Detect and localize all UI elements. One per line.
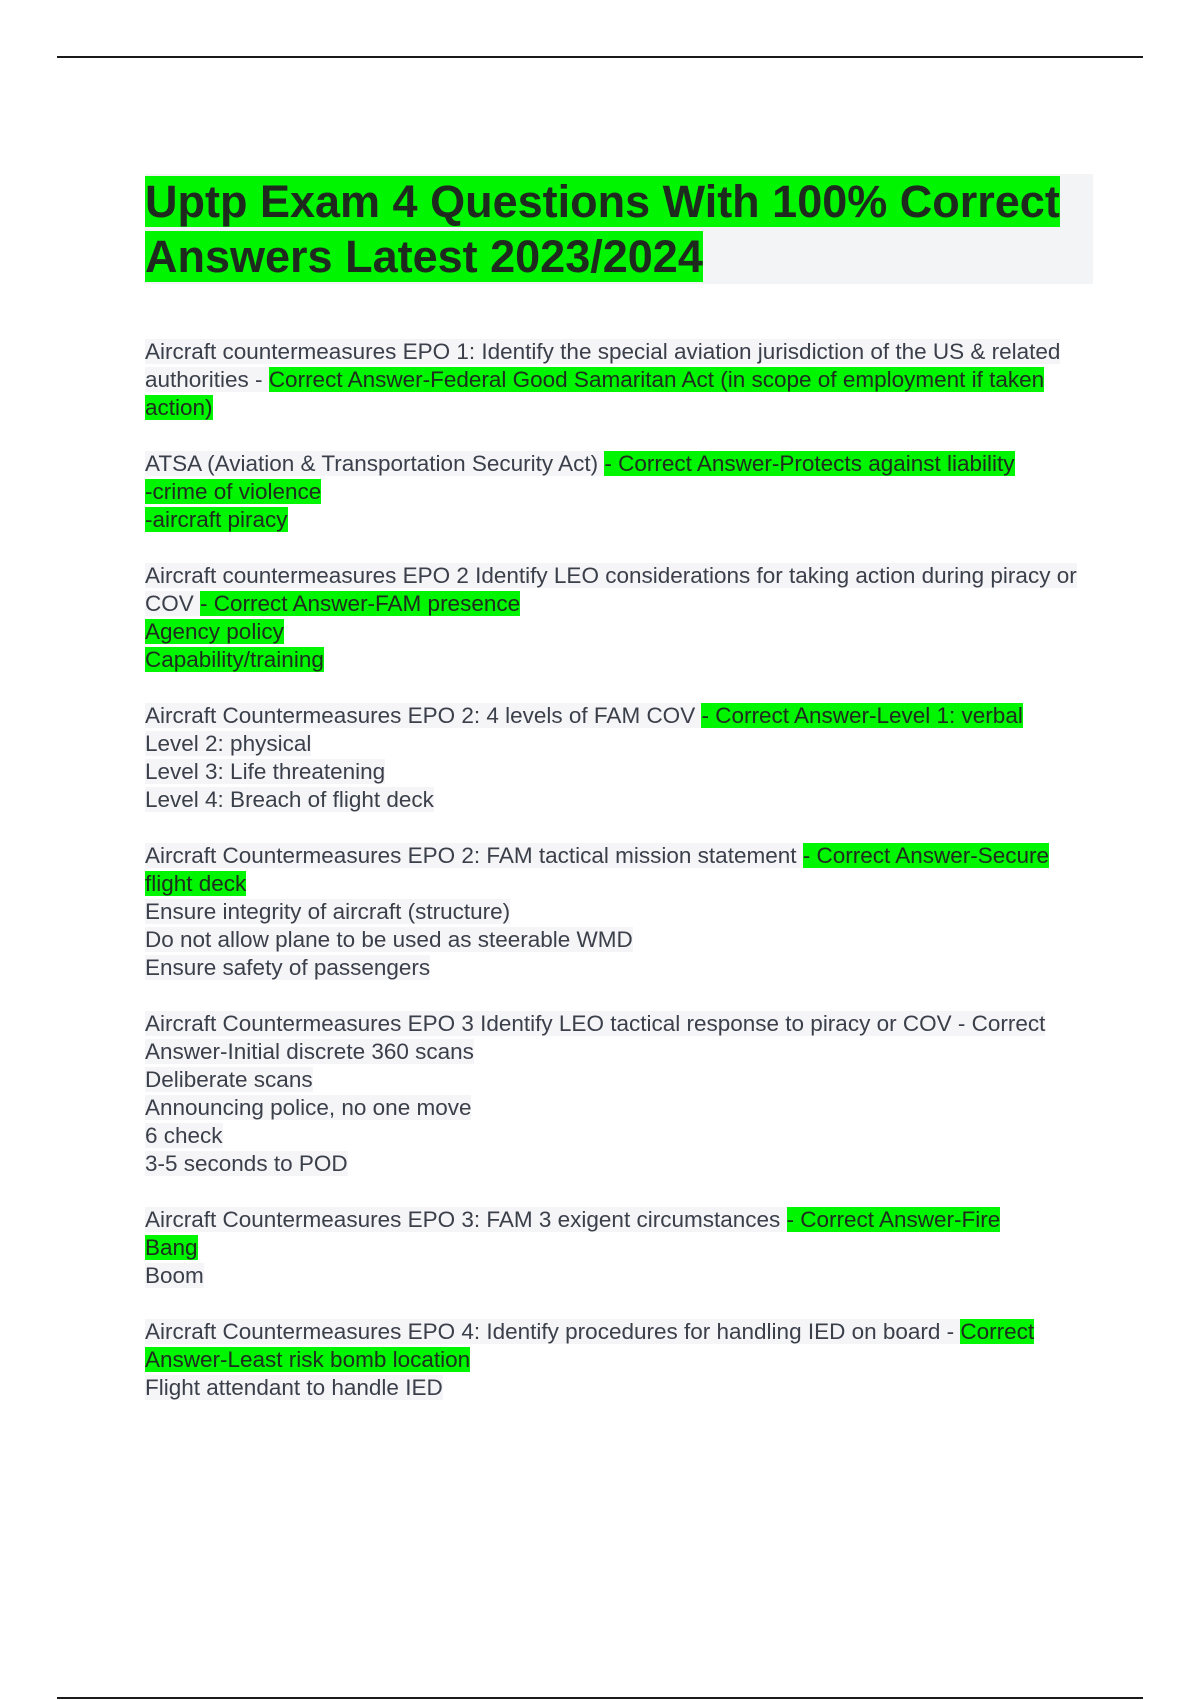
question-text: Aircraft Countermeasures EPO 3 Identify LEO tactical response to piracy or COV - Correct Answer-Initial discrete 360 scans Deliberate scans Announcing police, no one move 6 check 3-5 seconds to POD <box>145 1011 1046 1176</box>
qa-item-5 <box>145 842 1093 982</box>
qa-item-7 <box>145 1206 1093 1290</box>
qa-item-1 <box>145 338 1093 422</box>
top-rule <box>57 56 1143 58</box>
answer-highlight: Correct Answer-Least risk bomb location <box>145 1319 1035 1372</box>
qa-item-2 <box>145 450 1093 534</box>
question-text: Aircraft countermeasures EPO 2 Identify LEO considerations for taking action during piracy or COV <box>145 563 1077 616</box>
bottom-rule <box>57 1697 1143 1699</box>
question-text: Aircraft Countermeasures EPO 4: Identify procedures for handling IED on board - <box>145 1319 961 1344</box>
answer-highlight: - Correct Answer-FAM presence Agency policy Capability/training <box>145 591 521 672</box>
answer-highlight: - Correct Answer-Level 1: verbal <box>701 703 1023 728</box>
question-text: Aircraft Countermeasures EPO 2: FAM tactical mission statement <box>145 843 803 868</box>
answer-highlight: - Correct Answer-Protects against liability -crime of violence -aircraft piracy <box>145 451 1015 532</box>
qa-item-6 <box>145 1010 1093 1178</box>
answer-continuation: Ensure integrity of aircraft (structure) Do not allow plane to be used as steerable WMD Ensure safety of passengers <box>145 899 633 980</box>
document-body <box>145 174 1093 1430</box>
answer-highlight: Correct Answer-Federal Good Samaritan Act (in scope of employment if taken action) <box>145 367 1045 420</box>
answer-highlight: - Correct Answer-Fire Bang <box>145 1207 1001 1260</box>
document-title <box>145 174 1093 284</box>
answer-continuation: Boom <box>145 1263 204 1288</box>
qa-item-4 <box>145 702 1093 814</box>
question-text: Aircraft Countermeasures EPO 2: 4 levels of FAM COV <box>145 703 702 728</box>
question-text: Aircraft Countermeasures EPO 3: FAM 3 exigent circumstances <box>145 1207 787 1232</box>
qa-item-3 <box>145 562 1093 674</box>
qa-item-8 <box>145 1318 1093 1402</box>
title-block <box>145 174 1093 284</box>
question-text: ATSA (Aviation & Transportation Security Act) <box>145 451 605 476</box>
answer-continuation: Level 2: physical Level 3: Life threatening Level 4: Breach of flight deck <box>145 731 434 812</box>
question-text: Aircraft countermeasures EPO 1: Identify the special aviation jurisdiction of the US & related authorities - <box>145 339 1061 392</box>
answer-continuation: Flight attendant to handle IED <box>145 1375 443 1400</box>
answer-highlight: - Correct Answer-Secure flight deck <box>145 843 1050 896</box>
document-title-text: Uptp Exam 4 Questions With 100% Correct Answers Latest 2023/2024 <box>145 176 1060 282</box>
